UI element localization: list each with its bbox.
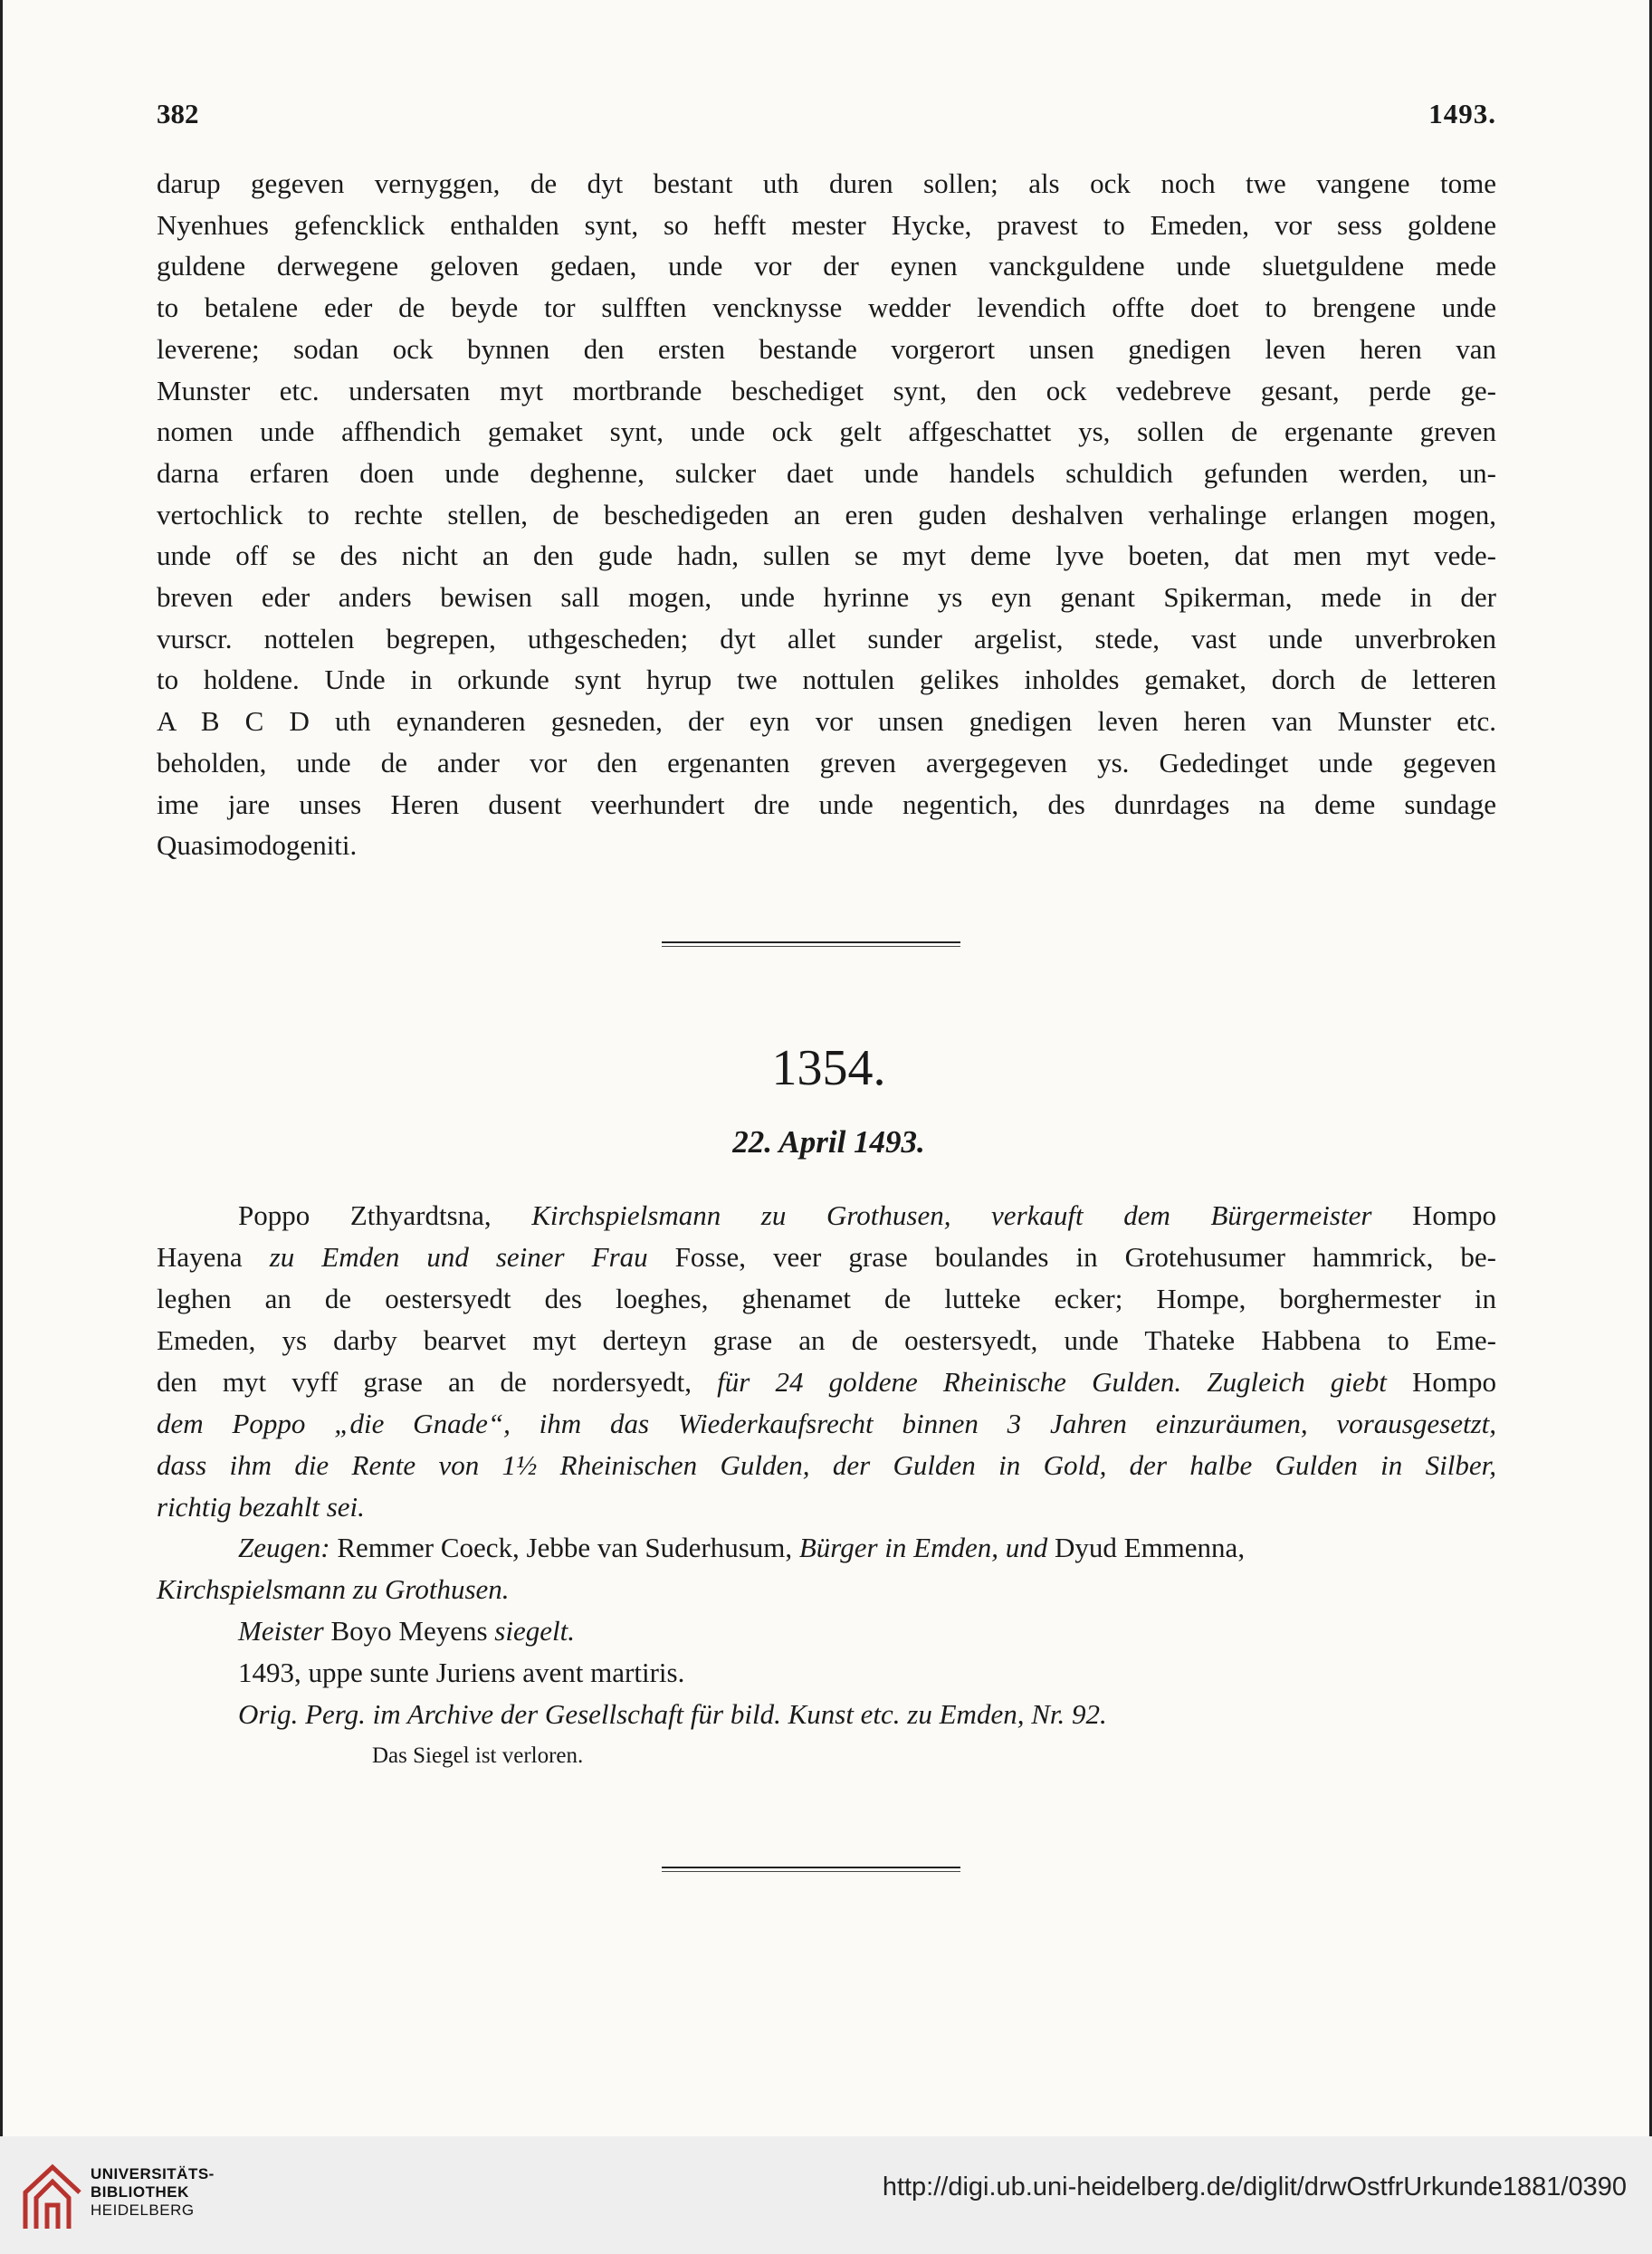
witnesses-line: Kirchspielsmann zu Grothusen.: [157, 1573, 510, 1605]
seal-note: Das Siegel ist verloren.: [372, 1743, 584, 1768]
witnesses-label: Zeugen:: [238, 1532, 330, 1563]
text-line: beholden, unde de ander vor den ergenanten greven avergegeven ys. Gededinget unde gegeven: [157, 746, 1496, 778]
text-span: Kirchspielsmann zu Grothusen, verkauft dem Bürgermeister: [531, 1199, 1372, 1231]
text-span: Fosse, veer grase boulandes in Grotehusumer hammrick, be-: [647, 1241, 1497, 1273]
text-span: Meister: [238, 1615, 324, 1647]
footer-bar: [0, 2136, 1652, 2254]
text-line: Munster etc. undersaten myt mortbrande beschediget synt, den ock vedebreve gesant, perde ge-: [157, 374, 1496, 406]
regest: [157, 1195, 1496, 1528]
text-span: Hompo: [1386, 1366, 1497, 1398]
text-span: Bürger in Emden, und: [798, 1532, 1048, 1563]
regest-line: leghen an de oestersyedt des loeghes, ghenamet de lutteke ecker; Hompe, borghermester in: [157, 1283, 1496, 1314]
text-span: Poppo Zthyardtsna,: [238, 1199, 532, 1231]
running-head: [157, 98, 1496, 134]
seal-line: [157, 1610, 1496, 1652]
previous-document-text: [157, 163, 1496, 866]
library-logo-icon: [16, 2156, 89, 2238]
text-line: vertochlick to rechte stellen, de beschedigeden an eren guden deshalven verhalinge erlangen mogen,: [157, 498, 1496, 530]
text-line: nomen unde affhendich gemaket synt, unde ock gelt affgeschattet ys, sollen de ergenante greven: [157, 415, 1496, 448]
regest-line: dass ihm die Rente von 1½ Rheinischen Gulden, der Gulden in Gold, der halbe Gulden in Silber,: [157, 1449, 1496, 1481]
text-line: unde off se des nicht an den gude hadn, sullen se myt deme lyve boeten, dat men myt vede-: [157, 540, 1496, 572]
document-date: 22. April 1493.: [732, 1124, 925, 1160]
text-span: Boyo Meyens: [323, 1615, 495, 1647]
library-name-line: BIBLIOTHEK: [91, 2183, 189, 2201]
text-line: Quasimodogeniti.: [157, 829, 358, 862]
section-divider: [662, 1867, 960, 1868]
text-line: breven eder anders bewisen sall mogen, unde hyrinne ys eyn genant Spikerman, mede in der: [157, 581, 1496, 614]
text-span: für 24 goldene Rheinische Gulden. Zugleich giebt: [717, 1366, 1387, 1398]
document-number: 1354.: [771, 1040, 886, 1096]
source-line: Orig. Perg. im Archive der Gesellschaft für bild. Kunst etc. zu Emden, Nr. 92.: [238, 1698, 1107, 1730]
running-year: 1493.: [1428, 98, 1496, 129]
library-name: [91, 2165, 215, 2220]
regest-line: dem Poppo „die Gnade“, ihm das Wiederkaufsrecht binnen 3 Jahren einzuräumen, vorausgesetzt,: [157, 1408, 1496, 1439]
text-line: ime jare unses Heren dusent veerhundert dre unde negentich, des dunrdages na deme sundage: [157, 788, 1496, 820]
text-line: Nyenhues gefencklick enthalden synt, so hefft mester Hycke, pravest to Emeden, vor sess goldene: [157, 208, 1496, 241]
page-number: 382: [157, 98, 199, 129]
text-line: vurscr. nottelen begrepen, uthgescheden; dyt allet sunder argelist, stede, vast unde unverbroken: [157, 622, 1496, 654]
text-line: leverene; sodan ock bynnen den ersten bestande vorgerort unsen gnedigen leven heren van: [157, 332, 1496, 365]
library-name-line: UNIVERSITÄTS-: [91, 2165, 215, 2182]
regest-line: [157, 1195, 1496, 1237]
text-line: darna erfaren doen unde deghenne, sulcker daet unde handels schuldich gefunden werden, un-: [157, 456, 1496, 489]
text-span: Remmer Coeck, Jebbe van Suderhusum,: [329, 1532, 799, 1563]
witnesses-line: [157, 1527, 1496, 1569]
text-span: zu Emden und seiner Frau: [269, 1241, 648, 1273]
text-span: Dyud Emmenna,: [1047, 1532, 1246, 1563]
text-line: to holdene. Unde in orkunde synt hyrup twe nottulen gelikes inholdes gemaket, dorch de letteren: [157, 664, 1496, 696]
library-name-line: HEIDELBERG: [91, 2201, 195, 2219]
text-line: darup gegeven vernyggen, de dyt bestant uth duren sollen; als ock noch twe vangene tome: [157, 167, 1496, 199]
regest-line: Emeden, ys darby bearvet myt derteyn grase an de oestersyedt, unde Thateke Habbena to Eme-: [157, 1324, 1496, 1356]
regest-line: [157, 1237, 1496, 1278]
regest-line: [157, 1361, 1496, 1403]
text-span: siegelt.: [494, 1615, 575, 1647]
regest-line: richtig bezahlt sei.: [157, 1491, 365, 1523]
section-divider: [662, 941, 960, 943]
permalink-url[interactable]: http://digi.ub.uni-heidelberg.de/diglit/drwOstfrUrkunde1881/0390: [882, 2173, 1627, 2201]
text-span: den myt vyff grase an de nordersyedt,: [157, 1366, 718, 1398]
document-notes: [157, 1527, 1496, 1777]
text-line: A B C D uth eynanderen gesneden, der eyn vor unsen gnedigen leven heren van Munster etc.: [157, 705, 1496, 738]
text-line: guldene derwegene geloven gedaen, unde vor der eynen vanckguldene unde sluetguldene mede: [157, 250, 1496, 282]
text-span: Hayena: [157, 1241, 270, 1273]
dating-line: 1493, uppe sunte Juriens avent martiris.: [238, 1657, 685, 1688]
text-span: Hompo: [1371, 1199, 1496, 1231]
text-line: to betalene eder de beyde tor sulfften vencknysse wedder levendich offte doet to brengene unde: [157, 291, 1496, 324]
